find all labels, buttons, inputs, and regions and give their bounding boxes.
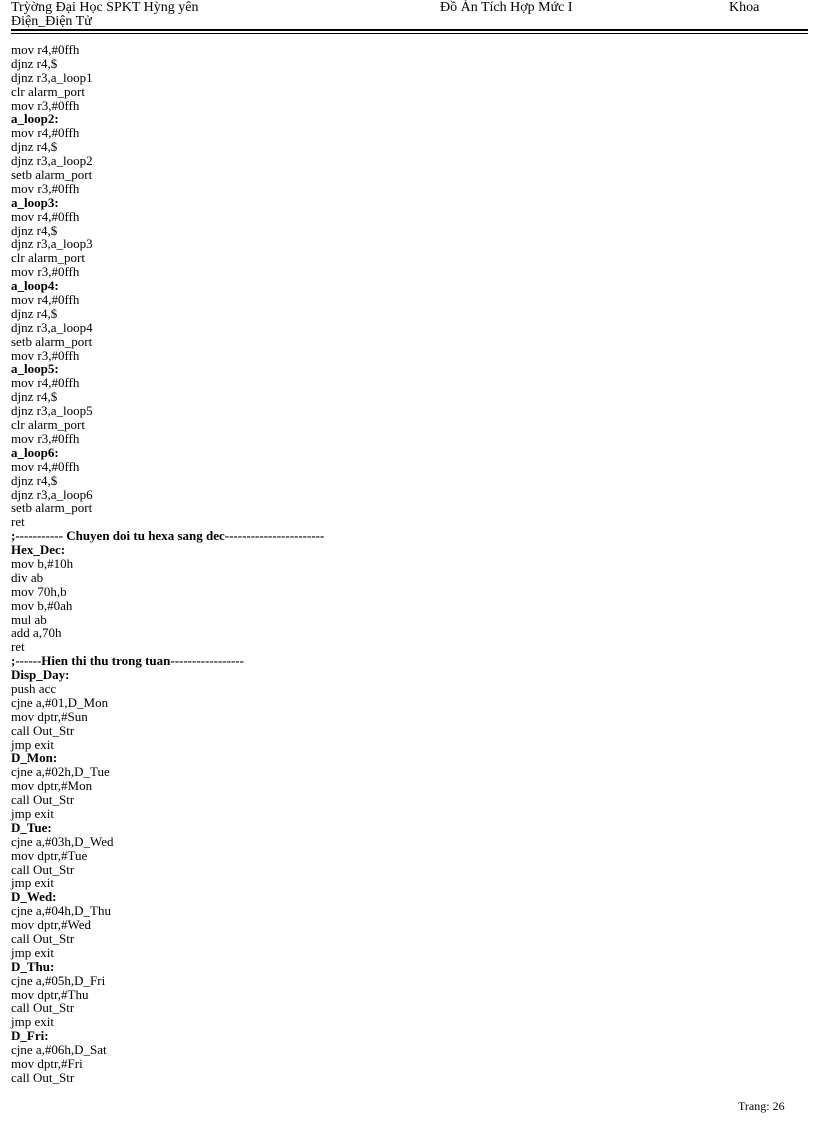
code-line: call Out_Str: [11, 931, 75, 946]
code-label-line: D_Mon:: [11, 750, 58, 766]
code-line: call Out_Str: [11, 1000, 75, 1016]
code-line: push acc: [11, 680, 57, 696]
code-line: mov r3,#0ffh: [11, 264, 80, 280]
code-line: div ab: [11, 569, 44, 585]
code-line: jmp exit: [11, 944, 54, 960]
code-line: jmp exit: [11, 1014, 54, 1030]
code-line: djnz r4,$: [11, 139, 58, 155]
code-label-line: a_loop4:: [11, 278, 59, 294]
school-name: Trỳờng Đại Học SPKT Hỳng yên: [11, 0, 199, 15]
code-line: cjne a,#05h,D_Fri: [11, 972, 106, 988]
code-line: clr alarm_port: [11, 83, 85, 99]
code-label-line: a_loop3:: [11, 194, 59, 210]
code-line: setb alarm_port: [11, 333, 93, 349]
project-title: Đồ Án Tích Hợp Mức I: [440, 0, 573, 15]
code-line: jmp exit: [11, 805, 54, 821]
code-line: mov dptr,#Wed: [11, 917, 92, 933]
page-label: Trang:: [738, 1099, 770, 1113]
code-line: mov r3,#0ffh: [11, 347, 80, 363]
code-label-line: D_Wed:: [11, 889, 57, 905]
code-line: setb alarm_port: [11, 500, 93, 516]
code-line: ret: [11, 514, 25, 530]
code-line: call Out_Str: [11, 861, 75, 877]
code-line: djnz r3,a_loop1: [11, 69, 93, 85]
code-label-line: a_loop6:: [11, 444, 59, 460]
department-name: Điện_Điện Tử: [11, 14, 92, 29]
code-line: mov b,#0ah: [11, 597, 73, 613]
code-line: djnz r3,a_loop3: [11, 236, 93, 252]
code-line: clr alarm_port: [11, 250, 85, 266]
code-line: add a,70h: [11, 625, 62, 641]
code-line: setb alarm_port: [11, 167, 93, 183]
code-line: mov r3,#0ffh: [11, 180, 80, 196]
header-rule-thick: [11, 29, 808, 31]
code-label-line: ;------Hien thi thu trong tuan-----------------: [11, 653, 244, 669]
code-line: djnz r4,$: [11, 472, 58, 488]
code-label-line: a_loop2:: [11, 111, 59, 127]
page-number: 26: [772, 1099, 785, 1113]
code-line: mov r4,#0ffh: [11, 292, 80, 308]
code-line: mov r3,#0ffh: [11, 97, 80, 113]
code-line: mov dptr,#Sun: [11, 708, 88, 724]
code-line: mov dptr,#Thu: [11, 986, 89, 1002]
code-line: djnz r4,$: [11, 389, 58, 405]
code-line: call Out_Str: [11, 1069, 75, 1085]
faculty-label: Khoa: [729, 0, 760, 15]
code-line: mov b,#10h: [11, 555, 74, 571]
code-line: mov 70h,b: [11, 583, 67, 599]
code-line: djnz r4,$: [11, 222, 58, 238]
code-label-line: D_Fri:: [11, 1028, 49, 1044]
code-line: djnz r3,a_loop6: [11, 486, 93, 502]
code-line: djnz r3,a_loop4: [11, 319, 93, 335]
code-label-line: ;----------- Chuyen doi tu hexa sang dec-----------------------: [11, 528, 325, 544]
code-line: djnz r3,a_loop5: [11, 403, 93, 419]
code-line: jmp exit: [11, 875, 54, 891]
code-line: mov r3,#0ffh: [11, 430, 80, 446]
code-label-line: D_Thu:: [11, 958, 55, 974]
code-line: mov r4,#0ffh: [11, 458, 80, 474]
code-line: djnz r3,a_loop2: [11, 153, 93, 169]
code-line: mov r4,#0ffh: [11, 208, 80, 224]
code-line: call Out_Str: [11, 722, 75, 738]
code-label-line: D_Tue:: [11, 819, 52, 835]
code-line: cjne a,#02h,D_Tue: [11, 764, 110, 780]
code-line: djnz r4,$: [11, 55, 58, 71]
code-label-line: a_loop5:: [11, 361, 59, 377]
code-line: ret: [11, 639, 25, 655]
code-line: call Out_Str: [11, 792, 75, 808]
page-header: [11, 0, 806, 30]
code-line: mov r4,#0ffh: [11, 42, 80, 57]
code-line: djnz r4,$: [11, 305, 58, 321]
header-rule-thin: [11, 33, 808, 34]
code-label-line: Disp_Day:: [11, 667, 70, 683]
code-line: clr alarm_port: [11, 417, 85, 433]
code-line: mov dptr,#Fri: [11, 1056, 83, 1072]
code-label-line: Hex_Dec:: [11, 542, 66, 558]
code-line: mov r4,#0ffh: [11, 375, 80, 391]
code-line: mov dptr,#Mon: [11, 778, 93, 794]
code-line: mul ab: [11, 611, 47, 627]
code-line: mov r4,#0ffh: [11, 125, 80, 141]
code-line: cjne a,#04h,D_Thu: [11, 903, 112, 919]
code-line: cjne a,#06h,D_Sat: [11, 1042, 107, 1058]
code-line: mov dptr,#Tue: [11, 847, 88, 863]
code-line: cjne a,#01,D_Mon: [11, 694, 109, 710]
code-listing: [11, 43, 791, 1085]
code-line: cjne a,#03h,D_Wed: [11, 833, 114, 849]
page-footer: [738, 1099, 785, 1113]
code-line: jmp exit: [11, 736, 54, 752]
